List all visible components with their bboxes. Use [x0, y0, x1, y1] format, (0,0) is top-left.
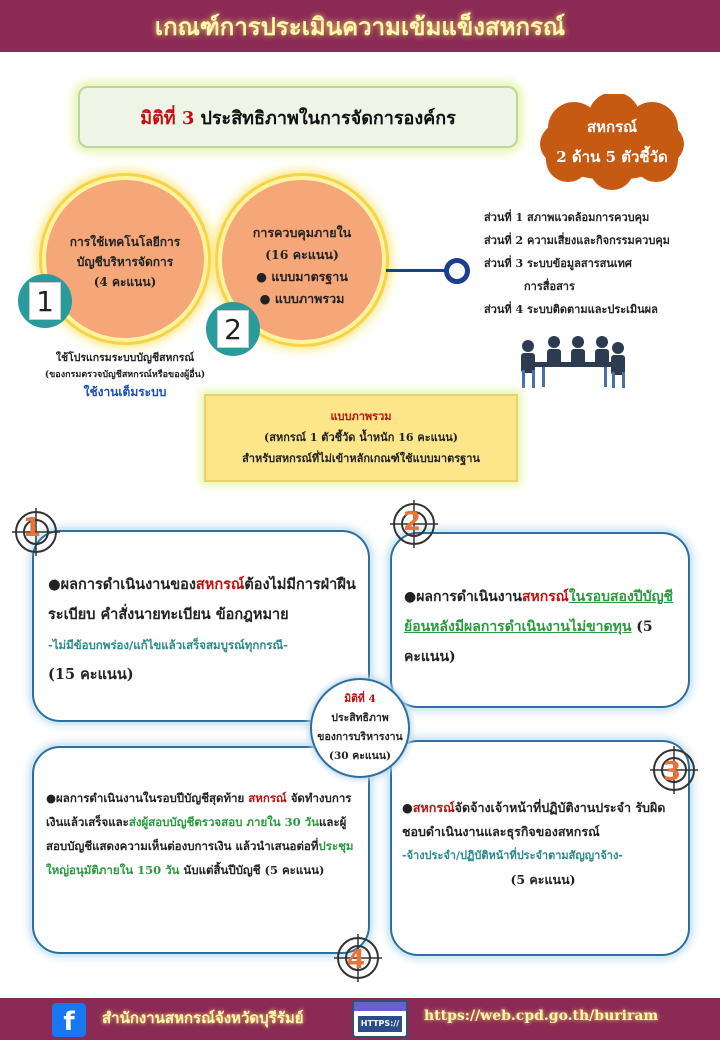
target4-number: 4: [346, 945, 366, 975]
footer-office-name: สำนักงานสหกรณ์จังหวัดบุรีรัมย์: [102, 1009, 304, 1027]
overall-line2: (สหกรณ์ 1 ตัวชี้วัด น้ำหนัก 16 คะแนน): [264, 431, 458, 444]
circle1-line3: (4 คะแนน): [93, 275, 157, 289]
circle2-line4: ● แบบภาพรวม: [259, 291, 345, 306]
card3-g: นับแต่สิ้นปีบัญชี (5 คะแนน): [179, 863, 325, 877]
badge-1-icon: [18, 274, 72, 328]
part-1: ส่วนที่ 1 สภาพแวดล้อมการควบคุม: [484, 211, 650, 224]
card1-text: [48, 570, 364, 690]
part-3-cont: การสื่อสาร: [524, 280, 575, 293]
card2-score: (5 คะแนน): [404, 619, 653, 665]
circle1-note: [20, 350, 230, 401]
part-4: ส่วนที่ 4 ระบบติดตามและประเมินผล: [484, 303, 658, 316]
target2-number: 2: [402, 507, 422, 537]
https-label: HTTPS://: [358, 1016, 402, 1032]
part-3: ส่วนที่ 3 ระบบข้อมูลสารสนเทศ: [484, 257, 632, 270]
target3-number: 3: [662, 757, 682, 787]
connector-ring-icon: [444, 258, 470, 284]
dimension3-text: ประสิทธิภาพในการจัดการองค์กร: [200, 107, 456, 129]
card1-note: -ไม่มีข้อบกพร่อง/แก้ไขแล้วเสร็จสมบูรณ์ทุกกรณี-: [48, 638, 288, 652]
dimension4-title: มิติที่ 4: [344, 693, 376, 705]
cloud-line2: 2 ด้าน 5 ตัวชี้วัด: [556, 148, 668, 166]
card4-score: (5 คะแนน): [510, 872, 576, 887]
dimension4-line2: ประสิทธิภาพ: [331, 712, 389, 724]
card3-text: [46, 786, 366, 882]
summary-cloud: [532, 94, 692, 190]
page-title: เกณฑ์การประเมินความเข้มแข็งสหกรณ์: [154, 11, 566, 41]
badge2-number: 2: [217, 310, 249, 348]
dimension4-oval: [310, 678, 410, 778]
card3-a: ●ผลการดำเนินงานในรอบปีบัญชีสุดท้าย: [46, 791, 249, 805]
control-parts-list: [484, 206, 714, 321]
connector-line: [386, 269, 448, 272]
circle2-line2: (16 คะแนน): [265, 247, 339, 262]
badge1-number: 1: [29, 282, 61, 320]
circle1-line1: การใช้เทคโนโลยีการ: [69, 235, 181, 249]
circle2-line3: ● แบบมาตรฐาน: [256, 269, 348, 284]
technology-circle: [42, 176, 208, 342]
cloud-line1: สหกรณ์: [586, 118, 638, 136]
dimension3-number: มิติที่ 3: [140, 107, 195, 129]
card3-coop: สหกรณ์: [248, 791, 287, 805]
card2-coop: สหกรณ์: [522, 589, 569, 605]
badge-2-icon: [206, 302, 260, 356]
circle1-line2: บัญชีบริหารจัดการ: [76, 255, 174, 269]
part-2: ส่วนที่ 2 ความเสี่ยงและกิจกรรมควบคุม: [484, 234, 670, 247]
footer-url-link[interactable]: https://web.cpd.go.th/buriram: [424, 1008, 659, 1024]
card4-coop: สหกรณ์: [412, 800, 455, 815]
target-3-icon: [646, 740, 704, 798]
card3-f: ประชุมใหญ่อนุมัติภายใน 150 วัน: [46, 839, 354, 877]
card4-a: ●: [402, 800, 413, 815]
card4-note: -จ้างประจำ/ปฏิบัติหน้าที่ประจำตามสัญญาจ้าง-: [402, 849, 623, 862]
target-2-icon: [384, 494, 442, 552]
page-header: [0, 0, 720, 52]
card4-text: [402, 796, 684, 892]
target-1-icon: [10, 502, 68, 560]
note1-line2: (ของกรมตรวจบัญชีสหกรณ์หรือของผู้อื่น): [44, 370, 206, 380]
card3-d: ส่งผู้สอบบัญชีตรวจสอบ ภายใน 30 วัน: [128, 815, 319, 829]
card1-coop: สหกรณ์: [195, 576, 245, 593]
circle2-line1: การควบคุมภายใน: [252, 225, 352, 240]
card3-c: จัดทำงบการเงินแล้วเสร็จและ: [46, 791, 352, 829]
meeting-people-icon: [512, 330, 630, 392]
overall-line3: สำหรับสหกรณ์ที่ไม่เข้าหลักเกณฑ์ใช้แบบมาตรฐาน: [242, 452, 480, 465]
card3-e: และผู้สอบบัญชีแสดงความเห็นต่องบการเงิน แล้วนำเสนอต่อที่: [46, 815, 347, 853]
card2-a: ●ผลการดำเนินงาน: [404, 589, 523, 605]
target1-number: 1: [22, 513, 42, 543]
card1-score: (15 คะแนน): [48, 666, 134, 683]
facebook-icon[interactable]: f: [52, 1003, 86, 1037]
target-4-icon: [330, 930, 388, 988]
card1-c: ต้องไม่มีการฝ่าฝืนระเบียบ คำสั่งนายทะเบียน ข้อกฎหมาย: [48, 576, 356, 623]
https-browser-icon: [352, 1000, 408, 1038]
dimension3-title-box: [78, 86, 518, 148]
dimension4-line4: (30 คะแนน): [329, 750, 391, 762]
card2-text: [404, 582, 684, 672]
overall-type-box: [204, 394, 518, 482]
card2-c: ในรอบสองปีบัญชีย้อนหลังมีผลการดำเนินงานไม่ขาดทุน: [404, 589, 673, 635]
card4-c: จัดจ้างเจ้าหน้าที่ปฏิบัติงานประจำ รับผิดชอบดำเนินงานและธุรกิจของสหกรณ์: [402, 800, 666, 839]
note1-line3: ใช้งานเต็มระบบ: [83, 385, 167, 399]
overall-title: แบบภาพรวม: [330, 410, 392, 423]
card1-a: ●ผลการดำเนินงานของ: [48, 576, 196, 593]
note1-line1: ใช้โปรแกรมระบบบัญชีสหกรณ์: [55, 352, 195, 364]
dimension4-line3: ของการบริหารงาน: [317, 731, 403, 743]
